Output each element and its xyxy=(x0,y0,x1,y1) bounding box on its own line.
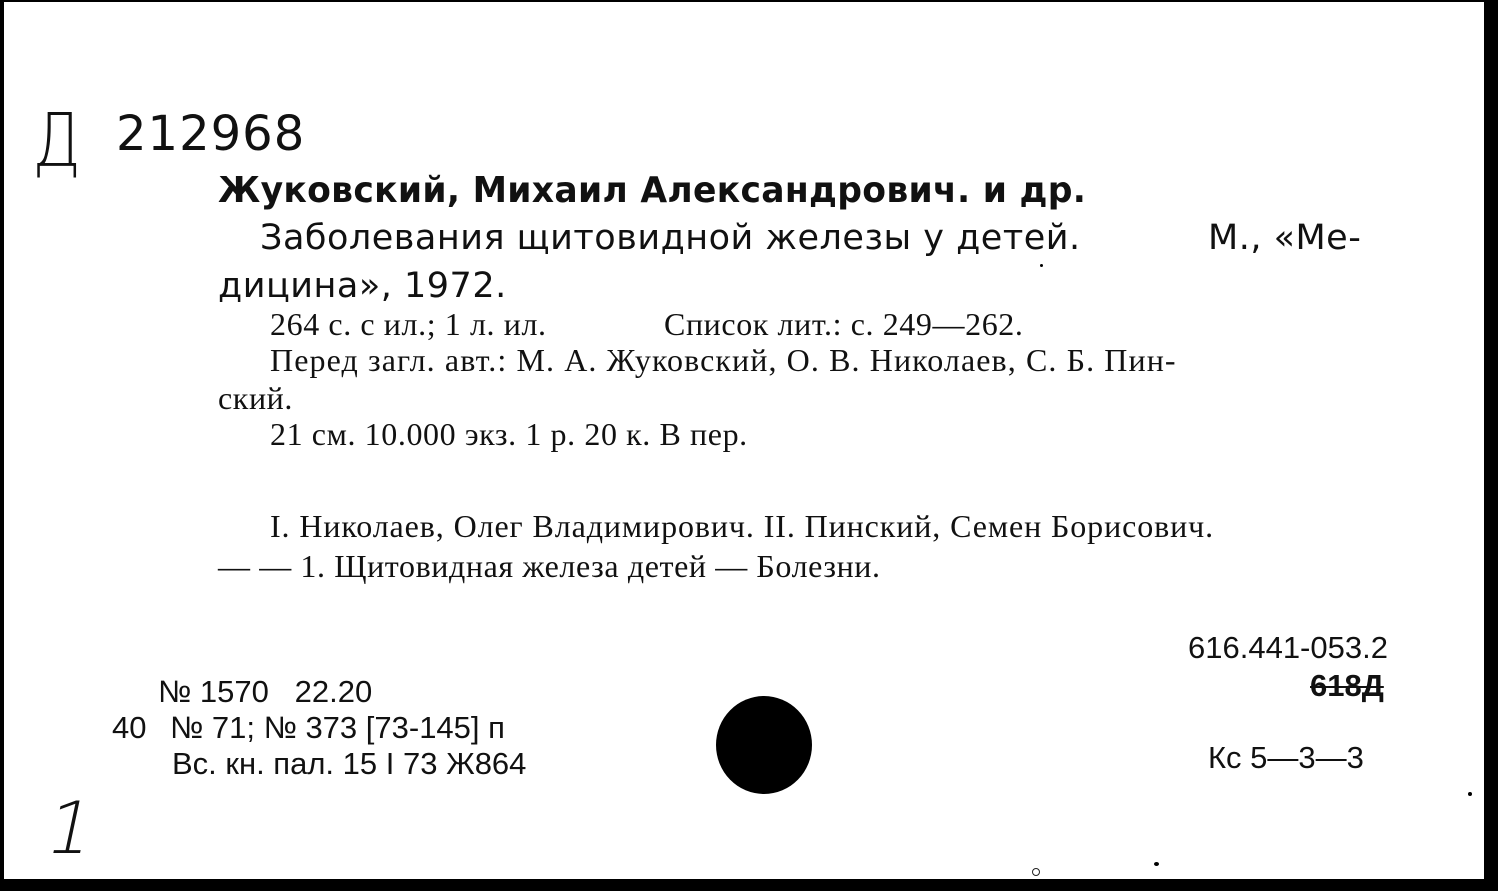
format-line: 21 см. 10.000 экз. 1 р. 20 к. В пер. xyxy=(270,416,748,452)
publisher-part-1: М., «Ме- xyxy=(1208,218,1362,258)
udc-code: 616.441-053.2 xyxy=(1188,630,1388,665)
pages-line: 264 с. с ил.; 1 л. ил. xyxy=(270,306,547,342)
bibliography-note: Список лит.: с. 249—262. xyxy=(664,306,1024,342)
title-line-2: дицина», 1972. xyxy=(218,266,507,306)
speck xyxy=(1032,868,1040,876)
handwritten-mark: 1 xyxy=(39,786,103,870)
tracing-line-2: — — 1. Щитовидная железа детей — Болезни. xyxy=(218,548,881,584)
speck xyxy=(1154,862,1159,866)
call-letter: Д xyxy=(32,98,82,184)
title-line-1: Заболевания щитовидной железы у детей. xyxy=(260,218,1081,258)
author-heading: Жуковский, Михаил Александрович. и др. xyxy=(218,170,1087,211)
speck xyxy=(1468,792,1472,796)
bbk-code: 618Д xyxy=(1310,668,1384,703)
order-line-3: Вс. кн. пал. 15 I 73 Ж864 xyxy=(172,746,527,781)
kc-code: Кс 5—3—3 xyxy=(1208,740,1364,775)
order-line-2: № 71; № 373 [73-145] п xyxy=(170,710,505,745)
punch-hole xyxy=(716,696,812,794)
order-prefix: 40 xyxy=(112,710,147,745)
authors-note-line-2: ский. xyxy=(218,380,293,416)
speck xyxy=(1040,264,1043,267)
tracing-line-1: I. Николаев, Олег Владимирович. II. Пинский, Семен Борисович. xyxy=(270,508,1215,544)
catalog-card xyxy=(4,2,1488,885)
authors-note-line-1: Перед загл. авт.: М. А. Жуковский, О. В. Николаев, С. Б. Пин- xyxy=(270,342,1177,378)
order-line-1: № 1570 22.20 xyxy=(158,674,373,709)
call-number: 212968 xyxy=(116,106,306,162)
